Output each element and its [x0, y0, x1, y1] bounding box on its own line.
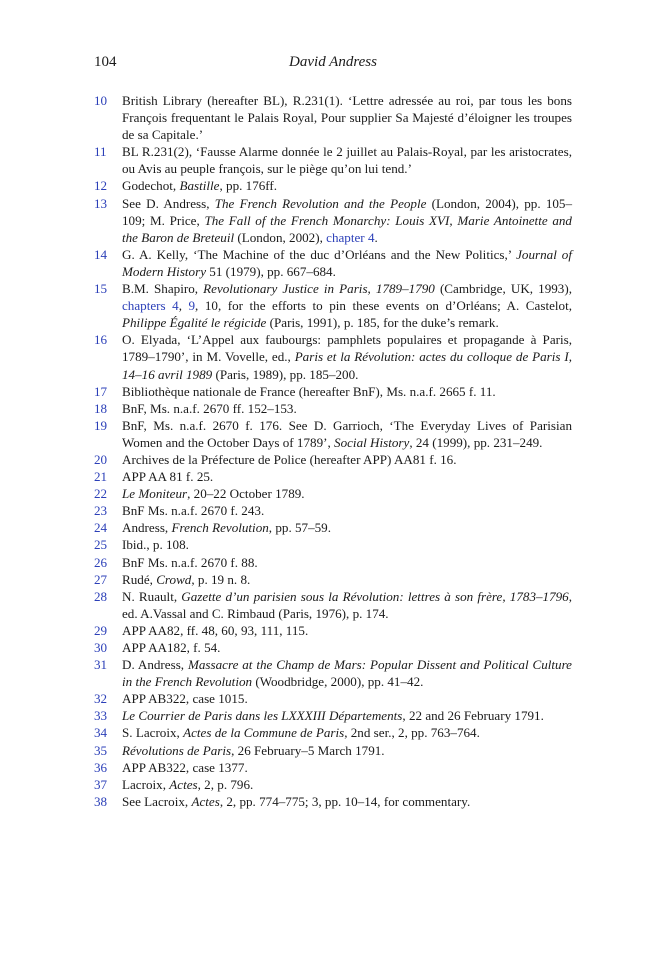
endnote-text [122, 177, 572, 194]
citation-title: The Fall of the French Monarchy: Louis XVI, Marie Antoinette and the Baron de Breteuil [122, 212, 572, 245]
endnote-32 [94, 690, 572, 707]
citation-text: APP AB322, case 1377. [122, 759, 248, 775]
endnote-23 [94, 502, 572, 519]
citation-text: (London, 2004), pp. 105–109; M. Price, [122, 195, 573, 228]
citation-text: O. Elyada, ‘L’Appel aux faubourgs: pamphlets populaires et propagande à Paris, 1789–1790’, in M. Vovelle, ed., [122, 332, 572, 365]
endnote-number[interactable]: 21 [94, 469, 108, 485]
endnote-text [122, 502, 572, 519]
citation-text: (Cambridge, UK, 1993), [434, 281, 572, 297]
endnote-text [122, 656, 572, 690]
citation-text: , 20–22 October 1789. [187, 486, 305, 502]
citation-title: Actes [169, 776, 198, 792]
endnote-30 [94, 639, 572, 656]
endnote-number[interactable]: 12 [94, 178, 108, 194]
endnote-12 [94, 177, 572, 194]
page-number: 104 [94, 54, 117, 70]
page-header [94, 54, 572, 76]
endnote-number[interactable]: 34 [94, 725, 108, 741]
endnote-number[interactable]: 25 [94, 537, 108, 553]
endnote-29 [94, 622, 572, 639]
citation-text: APP AA 81 f. 25. [122, 469, 214, 485]
endnote-text [122, 485, 572, 502]
endnote-27 [94, 571, 572, 588]
citation-title: Le Moniteur [122, 486, 188, 502]
endnote-text [122, 451, 572, 468]
citation-text: , 2nd ser., 2, pp. 763–764. [344, 725, 480, 741]
endnote-text [122, 92, 572, 143]
endnote-number[interactable]: 17 [94, 383, 108, 399]
citation-text: , pp. 57–59. [268, 520, 331, 536]
citation-text: 51 (1979), pp. 667–684. [206, 263, 336, 279]
endnote-24 [94, 519, 572, 536]
endnote-text [122, 246, 572, 280]
endnote-text [122, 571, 572, 588]
citation-text: Bibliothèque nationale de France (hereafter BnF), Ms. n.a.f. 2665 f. 11. [122, 383, 496, 399]
endnote-28 [94, 588, 572, 622]
citation-title: Massacre at the Champ de Mars: Popular Dissent and Political Culture in the French Revolution [122, 657, 572, 690]
endnote-18 [94, 400, 572, 417]
endnote-number[interactable]: 18 [94, 400, 108, 416]
endnote-number[interactable]: 11 [94, 144, 107, 160]
endnote-number[interactable]: 16 [94, 332, 108, 348]
citation-text: , 24 (1999), pp. 231–249. [409, 434, 543, 450]
citation-title: Philippe Égalité le régicide [122, 315, 267, 331]
citation-title: Gazette d’un parisien sous la Révolution: lettres à son frère, 1783–1796 [181, 588, 569, 604]
citation-text: D. Andress, [122, 657, 188, 673]
endnote-text [122, 417, 572, 451]
endnote-number[interactable]: 15 [94, 281, 108, 297]
citation-text: BL R.231(2), ‘Fausse Alarme donnée le 2 juillet au Palais-Royal, par les aristocrates, ou Avis au peuple françois, sur le piège qu’on lui tend.’ [122, 144, 572, 177]
citation-text: (Woodbridge, 2000), pp. 41–42. [252, 674, 424, 690]
citation-text: G. A. Kelly, ‘The Machine of the duc d’Orléans and the New Politics,’ [122, 246, 517, 262]
endnote-21 [94, 468, 572, 485]
endnote-37 [94, 776, 572, 793]
endnote-text [122, 707, 572, 724]
endnote-19 [94, 417, 572, 451]
citation-text: Andress, [122, 520, 172, 536]
endnote-number[interactable]: 31 [94, 657, 108, 673]
endnote-text [122, 759, 572, 776]
endnote-text [122, 793, 572, 810]
endnote-31 [94, 656, 572, 690]
citation-text: Godechot, [122, 178, 180, 194]
endnote-33 [94, 707, 572, 724]
endnote-number[interactable]: 20 [94, 451, 108, 467]
endnote-number[interactable]: 14 [94, 246, 108, 262]
endnote-text [122, 742, 572, 759]
endnote-number[interactable]: 37 [94, 776, 108, 792]
citation-text: . [374, 229, 378, 245]
endnote-34 [94, 724, 572, 741]
endnote-number[interactable]: 33 [94, 708, 108, 724]
endnote-number[interactable]: 10 [94, 93, 108, 108]
citation-title: Bastille [179, 178, 220, 194]
endnote-16 [94, 331, 572, 382]
endnote-35 [94, 742, 572, 759]
endnote-text [122, 776, 572, 793]
endnote-17 [94, 383, 572, 400]
endnote-text [122, 331, 572, 382]
citation-text: Rudé, [122, 571, 157, 587]
endnote-text [122, 639, 572, 656]
citation-text: APP AA82, ff. 48, 60, 93, 111, 115. [122, 622, 309, 638]
endnote-text [122, 690, 572, 707]
endnote-text [122, 280, 572, 331]
citation-text: , 10, for the efforts to pin these events on d’Orléans; A. Castelot, [195, 298, 572, 314]
citation-title: Revolutionary Justice in Paris, 1789–1790 [203, 281, 435, 297]
citation-text: British Library (hereafter BL), R.231(1). ‘Lettre adressée au roi, par tous les bons François frequentant le Palais Royal, Pour supplier Sa Majesté d’éloigner les troupes de sa Capitale.’ [122, 93, 572, 143]
citation-title: French Revolution [171, 520, 269, 536]
endnote-number[interactable]: 24 [94, 520, 108, 536]
endnote-number[interactable]: 29 [94, 622, 108, 638]
citation-title: Actes de la Commune de Paris [183, 725, 345, 741]
citation-text: , ed. A.Vassal and C. Rimbaud (Paris, 1976), p. 174. [122, 588, 573, 621]
endnote-text [122, 143, 572, 177]
citation-text: , 26 February–5 March 1791. [231, 742, 385, 758]
endnote-text [122, 588, 572, 622]
endnote-22 [94, 485, 572, 502]
endnote-text [122, 724, 572, 741]
endnote-36 [94, 759, 572, 776]
citation-text: , 2, p. 796. [197, 776, 254, 792]
citation-text: (London, 2002), [234, 229, 327, 245]
endnote-text [122, 383, 572, 400]
endnote-text [122, 195, 572, 246]
endnote-text [122, 400, 572, 417]
citation-title: The French Revolution and the People [214, 195, 427, 211]
endnote-text [122, 519, 572, 536]
citation-title: Le Courrier de Paris dans les LXXXIII Départements [122, 708, 403, 724]
endnote-text [122, 468, 572, 485]
endnote-number[interactable]: 13 [94, 195, 108, 211]
chapter-link[interactable]: chapter 4 [326, 229, 375, 245]
endnote-20 [94, 451, 572, 468]
endnote-38 [94, 793, 572, 810]
endnotes-list [94, 92, 572, 810]
citation-text: BnF Ms. n.a.f. 2670 f. 243. [122, 503, 265, 519]
running-head: David Andress [289, 54, 377, 70]
citation-text: BnF, Ms. n.a.f. 2670 f. 176. See D. Garrioch, ‘The Everyday Lives of Parisian Women and the October Days of 1789’, [122, 417, 572, 450]
endnote-14 [94, 246, 572, 280]
endnote-25 [94, 536, 572, 553]
endnote-26 [94, 554, 572, 571]
endnote-number[interactable]: 27 [94, 571, 108, 587]
citation-title: Actes [191, 793, 220, 809]
chapter-link[interactable]: 9 [188, 298, 196, 314]
citation-text: BnF Ms. n.a.f. 2670 f. 88. [122, 554, 258, 570]
citation-text: APP AA182, f. 54. [122, 640, 221, 655]
endnote-text [122, 622, 572, 639]
endnote-number[interactable]: 19 [94, 417, 108, 433]
citation-text: Archives de la Préfecture de Police (hereafter APP) AA81 f. 16. [122, 451, 457, 467]
citation-text: , pp. 176ff. [219, 178, 278, 194]
citation-text: , [178, 298, 189, 314]
citation-text: N. Ruault, [122, 588, 182, 604]
citation-title: Crowd [156, 571, 192, 587]
citation-text: , 2, pp. 774–775; 3, pp. 10–14, for commentary. [219, 793, 471, 809]
endnote-number[interactable]: 36 [94, 759, 108, 775]
citation-text: (Paris, 1989), pp. 185–200. [212, 366, 359, 382]
endnote-10 [94, 92, 572, 143]
endnote-number[interactable]: 38 [94, 793, 108, 809]
citation-text: See D. Andress, [122, 195, 215, 211]
citation-title: Paris et la Révolution: actes du colloque de Paris I, 14–16 avril 1989 [122, 349, 572, 382]
endnote-11 [94, 143, 572, 177]
endnote-number[interactable]: 32 [94, 691, 108, 707]
citation-text: BnF, Ms. n.a.f. 2670 ff. 152–153. [122, 400, 297, 416]
endnote-13 [94, 195, 572, 246]
endnote-number[interactable]: 26 [94, 554, 108, 570]
citation-title: Révolutions de Paris [122, 742, 232, 758]
citation-text: , p. 19 n. 8. [191, 571, 251, 587]
citation-text: (Paris, 1991), p. 185, for the duke’s remark. [266, 315, 499, 331]
endnote-number[interactable]: 30 [94, 640, 108, 655]
endnote-15 [94, 280, 572, 331]
endnote-text [122, 554, 572, 571]
citation-text: S. Lacroix, [122, 725, 184, 741]
citation-text: B.M. Shapiro, [122, 281, 204, 297]
endnote-number[interactable]: 28 [94, 588, 108, 604]
citation-title: Social History [334, 434, 410, 450]
endnote-number[interactable]: 23 [94, 503, 108, 519]
citation-text: Lacroix, [122, 776, 170, 792]
citation-text: See Lacroix, [122, 793, 192, 809]
citation-title: Journal of Modern History [122, 246, 572, 279]
chapter-link[interactable]: chapters 4 [122, 298, 179, 314]
citation-text: APP AB322, case 1015. [122, 691, 248, 707]
citation-text: Ibid., p. 108. [122, 537, 189, 553]
endnote-number[interactable]: 22 [94, 486, 108, 502]
endnote-text [122, 536, 572, 553]
citation-text: , 22 and 26 February 1791. [402, 708, 544, 724]
endnote-number[interactable]: 35 [94, 742, 108, 758]
